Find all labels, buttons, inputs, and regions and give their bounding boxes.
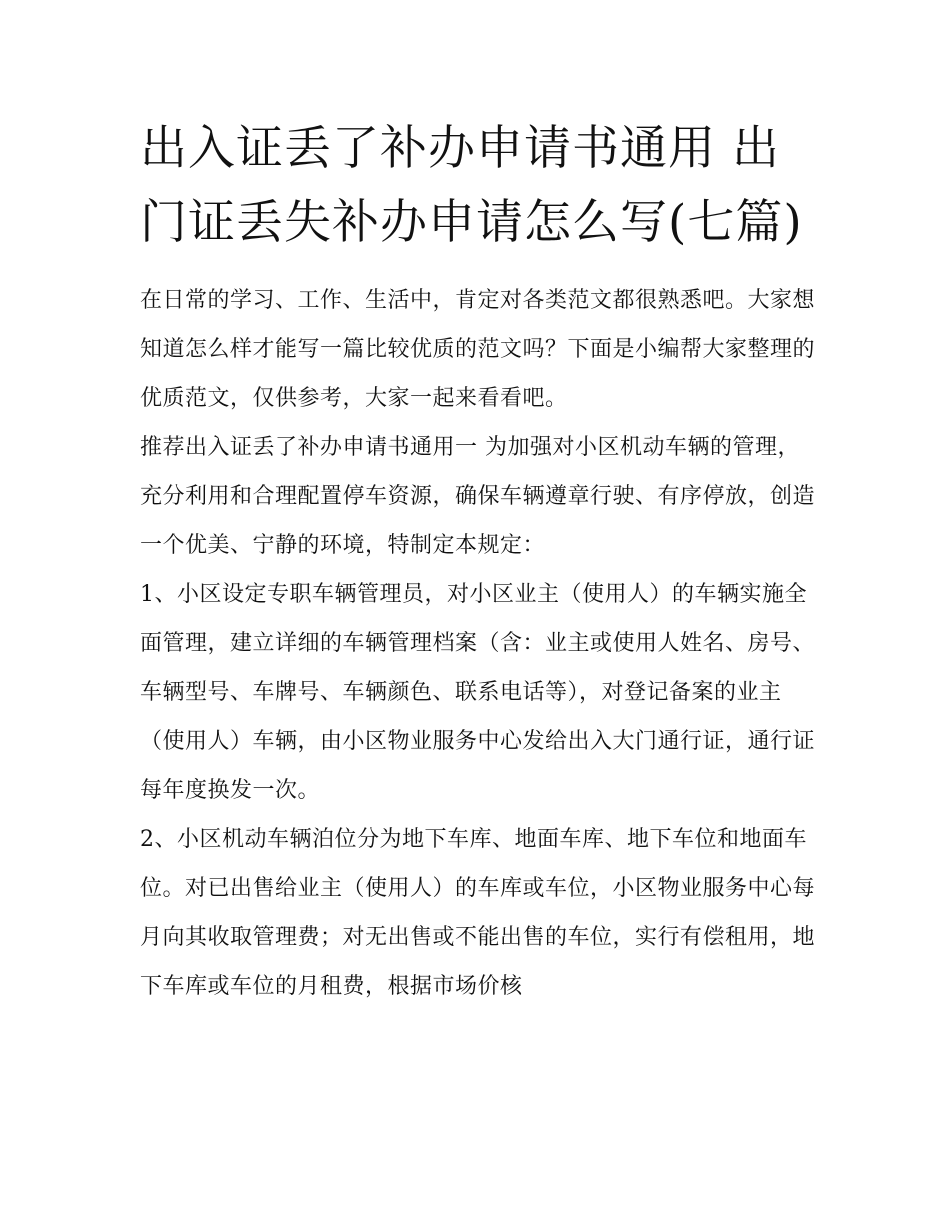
rule-1-paragraph: 1、小区设定专职车辆管理员，对小区业主（使用人）的车辆实施全面管理，建立详细的车辆管理档案（含：业主或使用人姓名、房号、车辆型号、车牌号、车辆颜色、联系电话等），对登记备案的业主（使用人）车辆，由小区物业服务中心发给出入大门通行证，通行证每年度换发一次。	[140, 582, 816, 803]
recommendation-paragraph: 推荐出入证丢了补办申请书通用一 为加强对小区机动车辆的管理，充分利用和合理配置停车资源，确保车辆遵章行驶、有序停放，创造一个优美、宁静的环境，特制定本规定：	[140, 435, 816, 558]
document-body	[140, 276, 820, 1011]
rule-2-paragraph: 2、小区机动车辆泊位分为地下车库、地面车库、地下车位和地面车位。对已出售给业主（使用人）的车库或车位，小区物业服务中心每月向其收取管理费；对无出售或不能出售的车位，实行有偿租用，地下车库或车位的月租费，根据市场价核	[140, 827, 816, 999]
document-page	[140, 112, 820, 1011]
intro-paragraph: 在日常的学习、工作、生活中，肯定对各类范文都很熟悉吧。大家想知道怎么样才能写一篇比较优质的范文吗？下面是小编帮大家整理的优质范文，仅供参考，大家一起来看看吧。	[140, 288, 816, 411]
document-title: 出入证丢了补办申请书通用 出门证丢失补办申请怎么写(七篇)	[140, 121, 803, 250]
